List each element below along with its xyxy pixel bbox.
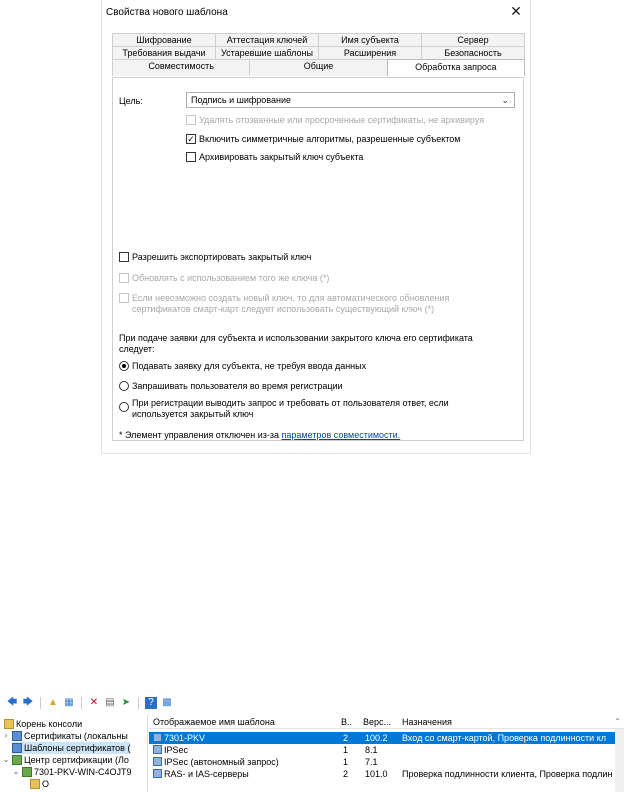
radio-prompt-require-response-label bbox=[132, 398, 449, 420]
radio-enroll-no-input-label: Подавать заявку для субъекта, не требуя ввода данных bbox=[132, 361, 367, 371]
delete-revoked-label: Удалять отозванные или просроченные сертификаты, не архивируя bbox=[199, 115, 485, 125]
toolbar-separator bbox=[81, 697, 82, 709]
toolbar-separator bbox=[138, 697, 139, 709]
purpose-select-value: Подпись и шифрование bbox=[191, 95, 291, 105]
request-intro-line1: При подаче заявки для субъекта и использовании закрытого ключа его сертификата bbox=[119, 333, 473, 343]
tree-item-certification-authority[interactable] bbox=[2, 754, 129, 766]
table-row[interactable] bbox=[149, 768, 615, 780]
row-purposes: Вход со смарт-картой, Проверка подлинности кл bbox=[402, 733, 606, 743]
templates-list bbox=[149, 715, 624, 792]
row-schema-version: 1 bbox=[343, 757, 349, 767]
checkbox-box bbox=[186, 115, 196, 125]
tab-compatibility[interactable]: Совместимость bbox=[112, 59, 250, 76]
tab-key-attestation[interactable]: Аттестация ключей bbox=[215, 33, 319, 46]
smartcard-existing-key-label bbox=[132, 293, 449, 315]
template-icon bbox=[153, 745, 162, 754]
template-icon bbox=[153, 757, 162, 766]
footnote-text: * Элемент управления отключен из-за bbox=[119, 430, 282, 440]
smartcard-existing-key-checkbox[interactable] bbox=[119, 293, 449, 315]
folder-icon bbox=[4, 719, 14, 729]
tab-server[interactable]: Сервер bbox=[421, 33, 525, 46]
checkbox-box bbox=[119, 273, 129, 283]
tree-item-certificates[interactable] bbox=[2, 730, 128, 742]
tab-general[interactable]: Общие bbox=[249, 59, 387, 76]
radio-prompt-user-label: Запрашивать пользователя во время регистрации bbox=[132, 381, 343, 391]
tab-request-handling[interactable]: Обработка запроса bbox=[387, 59, 525, 76]
tree-item-label: 7301-PKV-WIN-C4OJT9 bbox=[34, 767, 132, 777]
tree-item-label: О bbox=[42, 779, 50, 789]
column-header-intended-purposes[interactable]: Назначения bbox=[402, 717, 452, 727]
ca-icon bbox=[12, 755, 22, 765]
table-row[interactable] bbox=[149, 744, 615, 756]
archive-key-checkbox[interactable] bbox=[186, 152, 363, 163]
template-properties-dialog bbox=[101, 0, 531, 454]
tab-issuance-requirements[interactable]: Требования выдачи bbox=[112, 46, 216, 59]
tree-item-console-root[interactable] bbox=[4, 718, 82, 730]
smartcard-label-line2: сертификатов смарт-карт следует использовать существующий ключ (*) bbox=[132, 304, 435, 314]
row-name: IPSec bbox=[153, 744, 339, 756]
row-name: RAS- и IAS-серверы bbox=[153, 768, 339, 780]
row-version: 101.0 bbox=[365, 769, 388, 779]
symmetric-algorithms-checkbox[interactable] bbox=[186, 134, 460, 145]
mmc-toolbar bbox=[0, 693, 624, 713]
tab-encryption[interactable]: Шифрование bbox=[112, 33, 216, 46]
close-button[interactable]: ✕ bbox=[510, 3, 522, 19]
tree-item-ca-server[interactable] bbox=[12, 766, 132, 778]
show-tree-icon[interactable]: ▦ bbox=[64, 697, 74, 708]
row-version: 8.1 bbox=[365, 745, 378, 755]
renew-same-key-checkbox[interactable] bbox=[119, 273, 329, 284]
console-tree bbox=[0, 715, 148, 792]
toolbar-separator bbox=[40, 697, 41, 709]
vertical-scrollbar[interactable] bbox=[615, 729, 624, 792]
tab-row-2 bbox=[112, 46, 524, 59]
template-icon bbox=[153, 769, 162, 778]
radio-empty-icon bbox=[119, 402, 129, 412]
tab-strip bbox=[112, 33, 524, 76]
tab-security[interactable]: Безопасность bbox=[421, 46, 525, 59]
tree-item-label: Сертификаты (локальны bbox=[24, 731, 128, 741]
row-version: 100.2 bbox=[365, 733, 388, 743]
back-arrow-icon[interactable]: 🡄 bbox=[6, 697, 18, 708]
folder-icon bbox=[30, 779, 40, 789]
purpose-select[interactable] bbox=[186, 92, 515, 108]
radio-prompt-line1: При регистрации выводить запрос и требовать от пользователя ответ, если bbox=[132, 398, 449, 408]
allow-export-checkbox[interactable] bbox=[119, 252, 311, 263]
delete-revoked-checkbox[interactable] bbox=[186, 115, 484, 126]
mmc-console bbox=[0, 693, 624, 792]
row-schema-version: 2 bbox=[343, 733, 349, 743]
template-icon bbox=[12, 743, 22, 753]
checkbox-box bbox=[186, 152, 196, 162]
properties-icon[interactable]: ▤ bbox=[105, 697, 115, 708]
column-header-template-name[interactable]: Отображаемое имя шаблона bbox=[153, 717, 275, 727]
certificate-icon bbox=[12, 731, 22, 741]
chevron-down-icon: ⌄ bbox=[501, 95, 509, 105]
row-schema-version: 2 bbox=[343, 769, 349, 779]
action-pane-icon[interactable]: ▩ bbox=[162, 697, 172, 708]
row-purposes: Проверка подлинности клиента, Проверка подлин bbox=[402, 769, 613, 779]
tree-item-certificate-templates[interactable] bbox=[12, 742, 130, 754]
purpose-label: Цель: bbox=[119, 96, 143, 106]
request-intro-line2: следует: bbox=[119, 344, 155, 354]
delete-icon[interactable]: ✕ bbox=[89, 697, 99, 708]
radio-prompt-line2: используется закрытый ключ bbox=[132, 409, 254, 419]
table-row[interactable] bbox=[149, 756, 615, 768]
radio-empty-icon bbox=[119, 381, 129, 391]
dialog-title: Свойства нового шаблона bbox=[106, 7, 228, 18]
tab-row-1 bbox=[112, 33, 524, 46]
tab-subject-name[interactable]: Имя субъекта bbox=[318, 33, 422, 46]
request-intro-text bbox=[119, 333, 473, 355]
help-icon[interactable]: ? bbox=[145, 697, 157, 709]
dialog-titlebar bbox=[102, 0, 530, 24]
radio-prompt-require-response[interactable] bbox=[119, 398, 449, 420]
tab-extensions[interactable]: Расширения bbox=[318, 46, 422, 59]
list-header bbox=[149, 715, 624, 729]
tab-superseded-templates[interactable]: Устаревшие шаблоны bbox=[215, 46, 319, 59]
row-name: IPSec (автономный запрос) bbox=[153, 756, 339, 768]
checkmark-icon: ✓ bbox=[187, 134, 195, 144]
row-name: 7301-PKV bbox=[153, 732, 339, 744]
compatibility-footnote bbox=[119, 430, 400, 441]
request-handling-panel bbox=[112, 77, 524, 441]
column-header-schema-version[interactable]: В.. bbox=[341, 717, 353, 727]
forward-arrow-icon[interactable]: 🡆 bbox=[22, 697, 34, 708]
chevron-down-icon[interactable]: ⌄ bbox=[12, 767, 20, 776]
renew-same-key-label: Обновлять с использованием того же ключа (*) bbox=[132, 273, 330, 283]
archive-key-label: Архивировать закрытый ключ субъекта bbox=[199, 152, 364, 162]
ca-server-icon bbox=[22, 767, 32, 777]
template-icon bbox=[153, 733, 162, 742]
allow-export-label: Разрешить экспортировать закрытый ключ bbox=[132, 252, 312, 262]
radio-selected-icon bbox=[119, 361, 129, 371]
radio-prompt-user[interactable] bbox=[119, 381, 343, 392]
compatibility-settings-link[interactable]: параметров совместимости. bbox=[281, 430, 401, 440]
tree-item-label: Шаблоны сертификатов ( bbox=[24, 743, 131, 753]
scroll-up-icon[interactable]: ⌃ bbox=[614, 717, 621, 726]
symmetric-algorithms-label: Включить симметричные алгоритмы, разрешенные субъектом bbox=[199, 134, 461, 144]
tree-item-label: Центр сертификации (Ло bbox=[24, 755, 129, 765]
checkbox-box bbox=[119, 252, 129, 262]
chevron-down-icon[interactable]: ⌄ bbox=[2, 755, 10, 764]
checkbox-box bbox=[119, 293, 129, 303]
radio-enroll-no-input[interactable] bbox=[119, 361, 366, 372]
tree-item-subfolder[interactable] bbox=[30, 778, 49, 790]
tree-item-label: Корень консоли bbox=[16, 719, 83, 729]
smartcard-label-line1: Если невозможно создать новый ключ, то для автоматического обновления bbox=[132, 293, 450, 303]
up-folder-icon[interactable]: ▲ bbox=[48, 697, 58, 708]
column-header-version[interactable]: Верс... bbox=[363, 717, 392, 727]
row-version: 7.1 bbox=[365, 757, 378, 767]
chevron-right-icon[interactable]: › bbox=[4, 731, 8, 740]
table-row[interactable] bbox=[149, 732, 615, 744]
export-list-icon[interactable]: ➤ bbox=[121, 697, 131, 708]
row-schema-version: 1 bbox=[343, 745, 349, 755]
tab-row-3 bbox=[112, 59, 524, 76]
